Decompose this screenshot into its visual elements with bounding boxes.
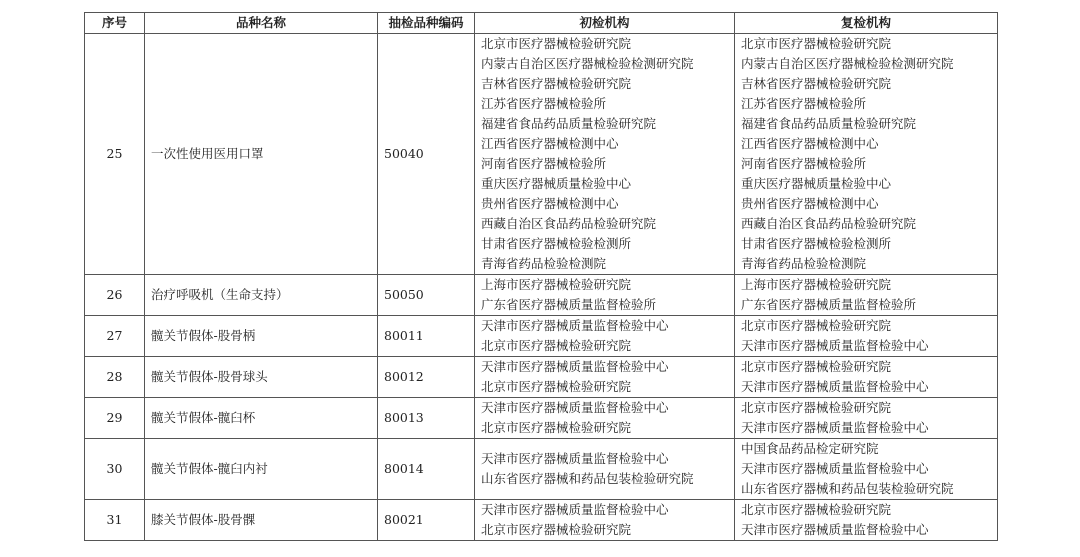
table-row [85,500,998,541]
institution-name: 福建省食品药品质量检验研究院 [481,116,657,131]
header-row [85,13,998,34]
row-number: 29 [85,398,145,439]
product-name: 髋关节假体-髋臼内衬 [145,439,378,500]
institution-name: 青海省药品检验检测院 [741,256,867,271]
institution-name: 天津市医疗器械质量监督检验中心 [481,318,669,333]
institution-name: 天津市医疗器械质量监督检验中心 [741,522,929,537]
institution-name: 福建省食品药品质量检验研究院 [741,116,917,131]
row-number: 28 [85,357,145,398]
institution-name: 天津市医疗器械质量监督检验中心 [481,400,669,415]
row-number: 25 [85,34,145,275]
institution-name: 北京市医疗器械检验研究院 [741,502,892,517]
institution-name: 上海市医疗器械检验研究院 [481,277,632,292]
product-code: 80012 [378,357,475,398]
first-inspection-orgs [475,316,735,357]
institution-name: 天津市医疗器械质量监督检验中心 [741,338,929,353]
institution-name: 江西省医疗器械检测中心 [481,136,619,151]
institution-name: 西藏自治区食品药品检验研究院 [481,216,657,231]
row-number: 26 [85,275,145,316]
institution-name: 江苏省医疗器械检验所 [741,96,867,111]
header-name: 品种名称 [145,13,378,34]
institution-name: 天津市医疗器械质量监督检验中心 [481,502,669,517]
institution-name: 北京市医疗器械检验研究院 [741,359,892,374]
institution-name: 广东省医疗器械质量监督检验所 [741,297,917,312]
institution-name: 江西省医疗器械检测中心 [741,136,879,151]
institution-name: 天津市医疗器械质量监督检验中心 [481,451,669,466]
product-code: 80011 [378,316,475,357]
institution-name: 上海市医疗器械检验研究院 [741,277,892,292]
institution-name: 西藏自治区食品药品检验研究院 [741,216,917,231]
product-code: 80013 [378,398,475,439]
table-row [85,316,998,357]
institution-name: 甘肃省医疗器械检验检测所 [741,236,892,251]
header-re-inspection: 复检机构 [735,13,998,34]
first-inspection-orgs [475,500,735,541]
institution-name: 北京市医疗器械检验研究院 [481,522,632,537]
re-inspection-orgs [735,316,998,357]
institution-name: 贵州省医疗器械检测中心 [481,196,619,211]
product-code: 50040 [378,34,475,275]
table-row [85,34,998,275]
institution-name: 天津市医疗器械质量监督检验中心 [741,461,929,476]
row-number: 31 [85,500,145,541]
product-name: 治疗呼吸机（生命支持） [145,275,378,316]
product-code: 80021 [378,500,475,541]
institution-name: 山东省医疗器械和药品包装检验研究院 [741,481,954,496]
institution-name: 贵州省医疗器械检测中心 [741,196,879,211]
institution-name: 北京市医疗器械检验研究院 [741,36,892,51]
table-row [85,398,998,439]
re-inspection-orgs [735,398,998,439]
institution-name: 天津市医疗器械质量监督检验中心 [741,420,929,435]
institution-name: 河南省医疗器械检验所 [481,156,607,171]
institution-name: 北京市医疗器械检验研究院 [481,338,632,353]
product-name: 髋关节假体-股骨柄 [145,316,378,357]
table-body [85,34,998,541]
re-inspection-orgs [735,500,998,541]
header-no: 序号 [85,13,145,34]
institution-name: 北京市医疗器械检验研究院 [741,318,892,333]
institution-name: 广东省医疗器械质量监督检验所 [481,297,657,312]
institution-name: 河南省医疗器械检验所 [741,156,867,171]
institution-name: 中国食品药品检定研究院 [741,441,879,456]
institution-name: 江苏省医疗器械检验所 [481,96,607,111]
first-inspection-orgs [475,398,735,439]
institution-name: 青海省药品检验检测院 [481,256,607,271]
re-inspection-orgs [735,275,998,316]
institution-name: 吉林省医疗器械检验研究院 [481,76,632,91]
institution-name: 北京市医疗器械检验研究院 [481,379,632,394]
inspection-table [84,12,998,541]
institution-name: 甘肃省医疗器械检验检测所 [481,236,632,251]
institution-name: 内蒙古自治区医疗器械检验检测研究院 [741,56,954,71]
product-name: 一次性使用医用口罩 [145,34,378,275]
header-first-inspection: 初检机构 [475,13,735,34]
first-inspection-orgs [475,439,735,500]
first-inspection-orgs [475,357,735,398]
institution-name: 北京市医疗器械检验研究院 [481,420,632,435]
row-number: 30 [85,439,145,500]
product-name: 髋关节假体-髋臼杯 [145,398,378,439]
institution-name: 吉林省医疗器械检验研究院 [741,76,892,91]
institution-name: 内蒙古自治区医疗器械检验检测研究院 [481,56,694,71]
institution-name: 重庆医疗器械质量检验中心 [741,176,892,191]
institution-name: 天津市医疗器械质量监督检验中心 [741,379,929,394]
product-code: 50050 [378,275,475,316]
re-inspection-orgs [735,34,998,275]
table-row [85,439,998,500]
row-number: 27 [85,316,145,357]
header-code: 抽检品种编码 [378,13,475,34]
institution-name: 天津市医疗器械质量监督检验中心 [481,359,669,374]
first-inspection-orgs [475,275,735,316]
first-inspection-orgs [475,34,735,275]
institution-name: 北京市医疗器械检验研究院 [741,400,892,415]
product-name: 膝关节假体-股骨髁 [145,500,378,541]
product-code: 80014 [378,439,475,500]
institution-name: 山东省医疗器械和药品包装检验研究院 [481,471,694,486]
re-inspection-orgs [735,357,998,398]
product-name: 髋关节假体-股骨球头 [145,357,378,398]
table-row [85,357,998,398]
re-inspection-orgs [735,439,998,500]
institution-name: 北京市医疗器械检验研究院 [481,36,632,51]
institution-name: 重庆医疗器械质量检验中心 [481,176,632,191]
table-row [85,275,998,316]
